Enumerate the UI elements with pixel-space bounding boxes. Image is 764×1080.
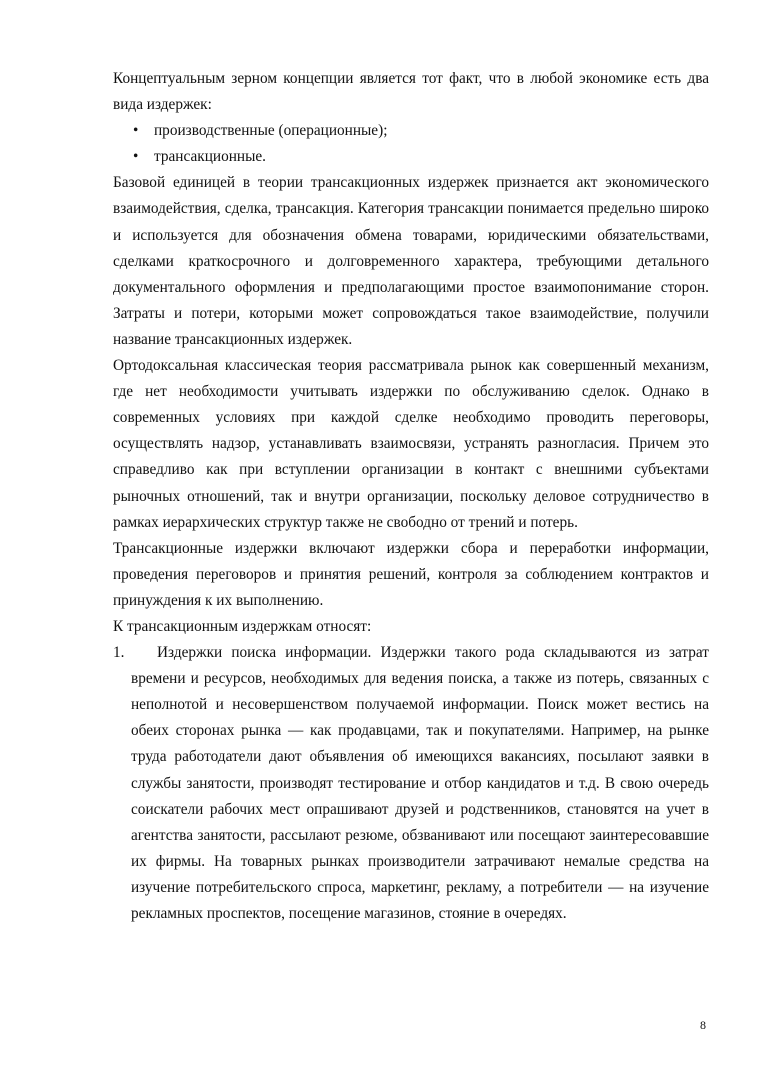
list-item-text: Издержки поиска информации. Издержки такого рода складываются из затрат времени и ресурсов, необходимых для ведения поиска, а также из потерь, связанных с неполнотой и несовершенством получаемой информации. Поиск может вестись на обеих сторонах рынка — как продавцами, так и покупателями. Например, на рынке труда работодатели дают объявления об имеющихся вакансиях, посылают заявки в службы занятости, производят тестирование и отбор кандидатов и т.д. В свою очередь соискатели рабочих мест опрашивают друзей и родственников, становятся на учет в агентства занятости, рассылают резюме, обзванивают или посещают заинтересовавшие их фирмы. На товарных рынках производители затрачивают немалые средства на изучение потребительского спроса, маркетинг, рекламу, а потребители — на изучение рекламных проспектов, посещение магазинов, стояние в очередях. <box>131 644 709 922</box>
paragraph-list-intro: К трансакционным издержкам относят: <box>113 617 372 635</box>
paragraph-transaction-definition: Базовой единицей в теории трансакционных издержек признается акт экономического взаимодействия, сделка, трансакция. Категория трансакции понимается предельно широко и используется для обозначения обмена товарами, юридическими обязательствами, сделками краткосрочного и долговременного характера, требующими детального документального оформления и предполагающими простое взаимопонимание сторон. Затраты и потери, которыми может сопровождаться такое взаимодействие, получили название трансакционных издержек. <box>113 174 709 348</box>
paragraph-orthodox-theory: Ортодоксальная классическая теория рассматривала рынок как совершенный механизм, где нет необходимости учитывать издержки по обслуживанию сделок. Однако в современных условиях при каждой сделке необходимо проводить переговоры, осуществлять надзор, устанавливать взаимосвязи, устранять разногласия. Причем это справедливо как при вступлении организации в контакт с внешними субъектами рыночных отношений, так и внутри организации, поскольку деловое сотрудничество в рамках иерархических структур также не свободно от трений и потерь. <box>113 357 709 531</box>
list-item-number: 1. <box>113 644 125 662</box>
list-item: • производственные (операционные); <box>113 118 709 144</box>
paragraph-transaction-costs-include: Трансакционные издержки включают издержки сбора и переработки информации, проведения переговоров и принятия решений, контроля за соблюдением контрактов и принуждения к их выполнению. <box>113 539 709 609</box>
list-item <box>113 640 709 927</box>
cost-types-list <box>113 118 709 170</box>
transaction-costs-list <box>113 640 709 927</box>
intro-paragraph: Концептуальным зерном концепции является тот факт, что в любой экономике есть два вида издержек: <box>113 70 709 114</box>
list-item: • трансакционные. <box>113 144 709 170</box>
page-number: 8 <box>700 1018 706 1032</box>
page-body <box>113 66 709 927</box>
